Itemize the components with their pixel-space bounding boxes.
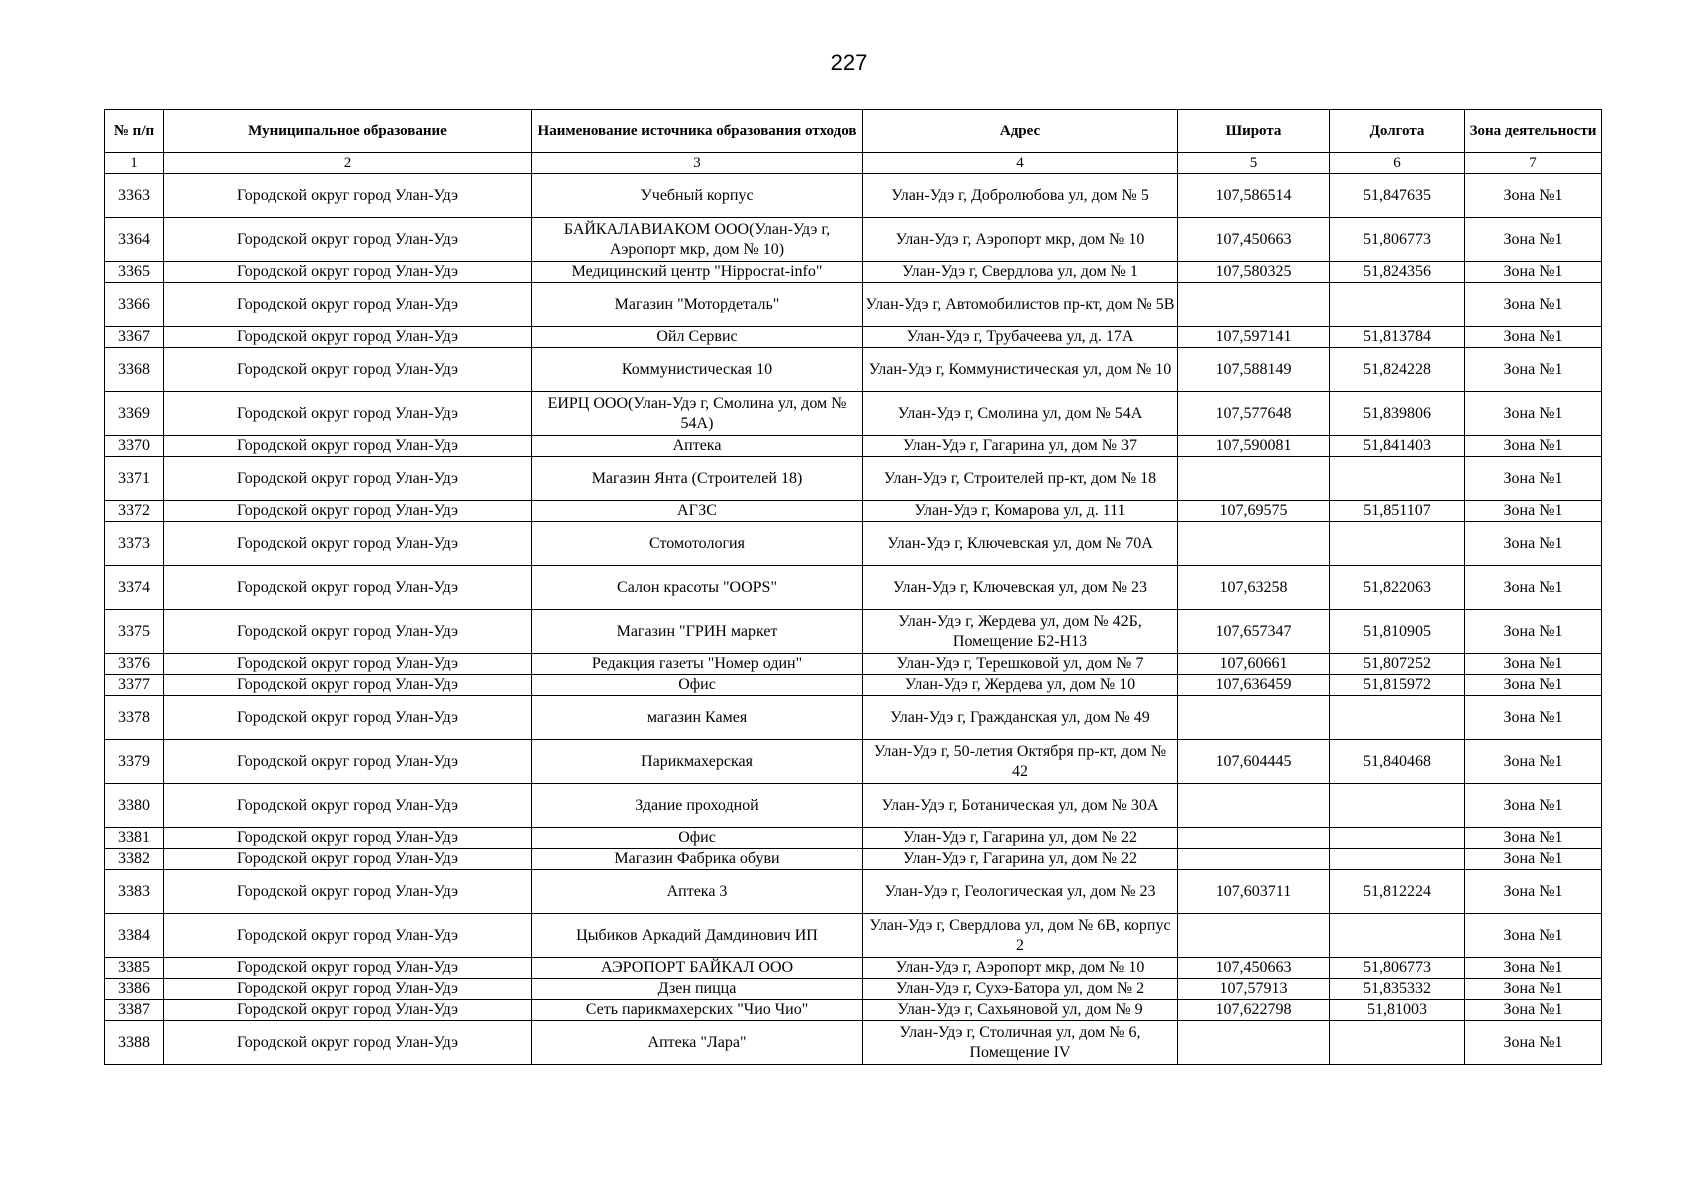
- cell-longitude: [1330, 283, 1465, 327]
- cell-number: 3369: [105, 392, 164, 436]
- cell-zone: Зона №1: [1465, 457, 1602, 501]
- cell-number: 3386: [105, 979, 164, 1000]
- cell-zone: Зона №1: [1465, 914, 1602, 958]
- cell-longitude: [1330, 784, 1465, 828]
- cell-number: 3384: [105, 914, 164, 958]
- cell-municipality: Городской округ город Улан-Удэ: [164, 1000, 532, 1021]
- cell-number: 3370: [105, 436, 164, 457]
- cell-longitude: 51,806773: [1330, 218, 1465, 262]
- cell-latitude: [1178, 1021, 1330, 1065]
- cell-zone: Зона №1: [1465, 828, 1602, 849]
- header-zone: Зона деятельности: [1465, 110, 1602, 153]
- cell-latitude: [1178, 522, 1330, 566]
- cell-address: Улан-Удэ г, Коммунистическая ул, дом № 10: [863, 348, 1178, 392]
- cell-municipality: Городской округ город Улан-Удэ: [164, 784, 532, 828]
- cell-address: Улан-Удэ г, Жердева ул, дом № 10: [863, 675, 1178, 696]
- cell-number: 3380: [105, 784, 164, 828]
- cell-source-name: Сеть парикмахерских "Чио Чио": [532, 1000, 863, 1021]
- cell-latitude: 107,622798: [1178, 1000, 1330, 1021]
- cell-latitude: 107,450663: [1178, 218, 1330, 262]
- table-row: [105, 784, 1602, 828]
- cell-longitude: [1330, 696, 1465, 740]
- cell-municipality: Городской округ город Улан-Удэ: [164, 174, 532, 218]
- cell-longitude: 51,81003: [1330, 1000, 1465, 1021]
- table-row: [105, 327, 1602, 348]
- cell-address: Улан-Удэ г, Строителей пр-кт, дом № 18: [863, 457, 1178, 501]
- cell-address: Улан-Удэ г, Ключевская ул, дом № 70А: [863, 522, 1178, 566]
- cell-source-name: Магазин "ГРИН маркет: [532, 610, 863, 654]
- cell-longitude: 51,822063: [1330, 566, 1465, 610]
- cell-longitude: 51,812224: [1330, 870, 1465, 914]
- cell-longitude: [1330, 914, 1465, 958]
- cell-municipality: Городской округ город Улан-Удэ: [164, 436, 532, 457]
- cell-number: 3375: [105, 610, 164, 654]
- table-row: [105, 436, 1602, 457]
- cell-municipality: Городской округ город Улан-Удэ: [164, 392, 532, 436]
- cell-address: Улан-Удэ г, Гагарина ул, дом № 22: [863, 828, 1178, 849]
- cell-municipality: Городской округ город Улан-Удэ: [164, 675, 532, 696]
- cell-number: 3366: [105, 283, 164, 327]
- cell-source-name: Офис: [532, 828, 863, 849]
- table-row: [105, 566, 1602, 610]
- cell-longitude: [1330, 1021, 1465, 1065]
- cell-latitude: 107,603711: [1178, 870, 1330, 914]
- cell-source-name: Учебный корпус: [532, 174, 863, 218]
- cell-latitude: [1178, 784, 1330, 828]
- cell-address: Улан-Удэ г, Добролюбова ул, дом № 5: [863, 174, 1178, 218]
- cell-longitude: 51,813784: [1330, 327, 1465, 348]
- cell-address: Улан-Удэ г, Трубачеева ул, д. 17А: [863, 327, 1178, 348]
- cell-longitude: 51,847635: [1330, 174, 1465, 218]
- cell-zone: Зона №1: [1465, 566, 1602, 610]
- cell-latitude: 107,450663: [1178, 958, 1330, 979]
- cell-number: 3374: [105, 566, 164, 610]
- table-row: [105, 392, 1602, 436]
- cell-latitude: [1178, 457, 1330, 501]
- cell-source-name: Парикмахерская: [532, 740, 863, 784]
- cell-number: 3379: [105, 740, 164, 784]
- cell-longitude: 51,824356: [1330, 262, 1465, 283]
- cell-source-name: Здание проходной: [532, 784, 863, 828]
- cell-latitude: 107,657347: [1178, 610, 1330, 654]
- cell-source-name: Стомотология: [532, 522, 863, 566]
- cell-municipality: Городской округ город Улан-Удэ: [164, 348, 532, 392]
- cell-number: 3385: [105, 958, 164, 979]
- cell-source-name: магазин Камея: [532, 696, 863, 740]
- cell-address: Улан-Удэ г, Свердлова ул, дом № 1: [863, 262, 1178, 283]
- column-number: 2: [164, 153, 532, 174]
- table-row: [105, 958, 1602, 979]
- cell-source-name: Коммунистическая 10: [532, 348, 863, 392]
- table-row: [105, 610, 1602, 654]
- cell-municipality: Городской округ город Улан-Удэ: [164, 501, 532, 522]
- cell-source-name: Офис: [532, 675, 863, 696]
- cell-longitude: [1330, 457, 1465, 501]
- cell-latitude: [1178, 828, 1330, 849]
- table-row: [105, 740, 1602, 784]
- cell-zone: Зона №1: [1465, 348, 1602, 392]
- header-address: Адрес: [863, 110, 1178, 153]
- cell-longitude: 51,851107: [1330, 501, 1465, 522]
- cell-source-name: Магазин Фабрика обуви: [532, 849, 863, 870]
- cell-municipality: Городской округ город Улан-Удэ: [164, 327, 532, 348]
- table-header-row: [105, 110, 1602, 153]
- cell-municipality: Городской округ город Улан-Удэ: [164, 828, 532, 849]
- cell-zone: Зона №1: [1465, 979, 1602, 1000]
- cell-longitude: 51,835332: [1330, 979, 1465, 1000]
- cell-address: Улан-Удэ г, Жердева ул, дом № 42Б, Помещение Б2-Н13: [863, 610, 1178, 654]
- table-row: [105, 828, 1602, 849]
- cell-longitude: 51,824228: [1330, 348, 1465, 392]
- cell-address: Улан-Удэ г, Гражданская ул, дом № 49: [863, 696, 1178, 740]
- cell-longitude: 51,840468: [1330, 740, 1465, 784]
- cell-latitude: 107,597141: [1178, 327, 1330, 348]
- cell-latitude: [1178, 696, 1330, 740]
- cell-zone: Зона №1: [1465, 870, 1602, 914]
- cell-address: Улан-Удэ г, Комарова ул, д. 111: [863, 501, 1178, 522]
- cell-address: Улан-Удэ г, Сахьяновой ул, дом № 9: [863, 1000, 1178, 1021]
- cell-source-name: Ойл Сервис: [532, 327, 863, 348]
- cell-latitude: [1178, 914, 1330, 958]
- cell-address: Улан-Удэ г, Ботаническая ул, дом № 30А: [863, 784, 1178, 828]
- cell-municipality: Городской округ город Улан-Удэ: [164, 914, 532, 958]
- cell-number: 3371: [105, 457, 164, 501]
- cell-source-name: АГЗС: [532, 501, 863, 522]
- column-number: 6: [1330, 153, 1465, 174]
- cell-number: 3365: [105, 262, 164, 283]
- table-row: [105, 849, 1602, 870]
- cell-zone: Зона №1: [1465, 784, 1602, 828]
- cell-address: Улан-Удэ г, Терешковой ул, дом № 7: [863, 654, 1178, 675]
- waste-sources-table: [104, 109, 1602, 1065]
- cell-latitude: 107,590081: [1178, 436, 1330, 457]
- cell-municipality: Городской округ город Улан-Удэ: [164, 522, 532, 566]
- cell-zone: Зона №1: [1465, 522, 1602, 566]
- cell-source-name: БАЙКАЛАВИАКОМ ООО(Улан-Удэ г, Аэропорт мкр, дом № 10): [532, 218, 863, 262]
- cell-zone: Зона №1: [1465, 696, 1602, 740]
- cell-zone: Зона №1: [1465, 1000, 1602, 1021]
- table-row: [105, 654, 1602, 675]
- column-number: 5: [1178, 153, 1330, 174]
- table-row: [105, 696, 1602, 740]
- cell-number: 3388: [105, 1021, 164, 1065]
- cell-municipality: Городской округ город Улан-Удэ: [164, 870, 532, 914]
- cell-address: Улан-Удэ г, Ключевская ул, дом № 23: [863, 566, 1178, 610]
- cell-latitude: 107,69575: [1178, 501, 1330, 522]
- table-row: [105, 283, 1602, 327]
- cell-zone: Зона №1: [1465, 327, 1602, 348]
- table-row: [105, 501, 1602, 522]
- cell-number: 3377: [105, 675, 164, 696]
- cell-longitude: 51,807252: [1330, 654, 1465, 675]
- cell-number: 3367: [105, 327, 164, 348]
- cell-number: 3387: [105, 1000, 164, 1021]
- cell-zone: Зона №1: [1465, 436, 1602, 457]
- table-row: [105, 457, 1602, 501]
- cell-longitude: [1330, 828, 1465, 849]
- cell-municipality: Городской округ город Улан-Удэ: [164, 566, 532, 610]
- cell-source-name: Цыбиков Аркадий Дамдинович ИП: [532, 914, 863, 958]
- column-number: 3: [532, 153, 863, 174]
- cell-latitude: 107,57913: [1178, 979, 1330, 1000]
- table-row: [105, 979, 1602, 1000]
- cell-number: 3381: [105, 828, 164, 849]
- cell-address: Улан-Удэ г, Гагарина ул, дом № 22: [863, 849, 1178, 870]
- cell-zone: Зона №1: [1465, 958, 1602, 979]
- cell-longitude: 51,815972: [1330, 675, 1465, 696]
- cell-number: 3372: [105, 501, 164, 522]
- header-source-name: Наименование источника образования отходов: [532, 110, 863, 153]
- cell-number: 3376: [105, 654, 164, 675]
- cell-source-name: Магазин "Мотордеталь": [532, 283, 863, 327]
- table-row: [105, 262, 1602, 283]
- header-latitude: Широта: [1178, 110, 1330, 153]
- cell-latitude: 107,63258: [1178, 566, 1330, 610]
- cell-address: Улан-Удэ г, Столичная ул, дом № 6, Помещение IV: [863, 1021, 1178, 1065]
- cell-longitude: 51,839806: [1330, 392, 1465, 436]
- cell-zone: Зона №1: [1465, 675, 1602, 696]
- cell-zone: Зона №1: [1465, 174, 1602, 218]
- cell-zone: Зона №1: [1465, 283, 1602, 327]
- cell-number: 3383: [105, 870, 164, 914]
- cell-latitude: 107,588149: [1178, 348, 1330, 392]
- table-row: [105, 870, 1602, 914]
- cell-municipality: Городской округ город Улан-Удэ: [164, 958, 532, 979]
- cell-municipality: Городской округ город Улан-Удэ: [164, 457, 532, 501]
- table-row: [105, 218, 1602, 262]
- column-number: 4: [863, 153, 1178, 174]
- cell-number: 3382: [105, 849, 164, 870]
- cell-address: Улан-Удэ г, Гагарина ул, дом № 37: [863, 436, 1178, 457]
- cell-zone: Зона №1: [1465, 654, 1602, 675]
- table-row: [105, 522, 1602, 566]
- cell-address: Улан-Удэ г, 50-летия Октября пр-кт, дом № 42: [863, 740, 1178, 784]
- cell-municipality: Городской округ город Улан-Удэ: [164, 218, 532, 262]
- cell-longitude: [1330, 522, 1465, 566]
- cell-source-name: Медицинский центр "Hippocrat-info": [532, 262, 863, 283]
- table-row: [105, 675, 1602, 696]
- cell-zone: Зона №1: [1465, 610, 1602, 654]
- cell-municipality: Городской округ город Улан-Удэ: [164, 283, 532, 327]
- cell-source-name: Дзен пицца: [532, 979, 863, 1000]
- cell-address: Улан-Удэ г, Смолина ул, дом № 54А: [863, 392, 1178, 436]
- page-number: 227: [830, 50, 868, 75]
- cell-number: 3368: [105, 348, 164, 392]
- cell-latitude: 107,636459: [1178, 675, 1330, 696]
- cell-longitude: [1330, 849, 1465, 870]
- cell-latitude: [1178, 283, 1330, 327]
- table-row: [105, 174, 1602, 218]
- cell-municipality: Городской округ город Улан-Удэ: [164, 979, 532, 1000]
- table-row: [105, 1021, 1602, 1065]
- cell-address: Улан-Удэ г, Аэропорт мкр, дом № 10: [863, 218, 1178, 262]
- table-row: [105, 348, 1602, 392]
- cell-source-name: Аптека 3: [532, 870, 863, 914]
- cell-zone: Зона №1: [1465, 218, 1602, 262]
- cell-source-name: АЭРОПОРТ БАЙКАЛ ООО: [532, 958, 863, 979]
- table-row: [105, 1000, 1602, 1021]
- cell-number: 3378: [105, 696, 164, 740]
- cell-address: Улан-Удэ г, Аэропорт мкр, дом № 10: [863, 958, 1178, 979]
- cell-source-name: Редакция газеты "Номер один": [532, 654, 863, 675]
- header-municipality: Муниципальное образование: [164, 110, 532, 153]
- cell-latitude: 107,604445: [1178, 740, 1330, 784]
- cell-longitude: 51,806773: [1330, 958, 1465, 979]
- cell-municipality: Городской округ город Улан-Удэ: [164, 1021, 532, 1065]
- header-longitude: Долгота: [1330, 110, 1465, 153]
- cell-number: 3363: [105, 174, 164, 218]
- cell-municipality: Городской округ город Улан-Удэ: [164, 849, 532, 870]
- cell-source-name: Магазин Янта (Строителей 18): [532, 457, 863, 501]
- cell-zone: Зона №1: [1465, 849, 1602, 870]
- column-number: 7: [1465, 153, 1602, 174]
- cell-latitude: 107,580325: [1178, 262, 1330, 283]
- column-number: 1: [105, 153, 164, 174]
- cell-zone: Зона №1: [1465, 740, 1602, 784]
- cell-municipality: Городской округ город Улан-Удэ: [164, 610, 532, 654]
- cell-municipality: Городской округ город Улан-Удэ: [164, 654, 532, 675]
- cell-zone: Зона №1: [1465, 262, 1602, 283]
- cell-source-name: ЕИРЦ ООО(Улан-Удэ г, Смолина ул, дом № 54А): [532, 392, 863, 436]
- header-number: № п/п: [105, 110, 164, 153]
- cell-municipality: Городской округ город Улан-Удэ: [164, 740, 532, 784]
- cell-longitude: 51,841403: [1330, 436, 1465, 457]
- cell-address: Улан-Удэ г, Свердлова ул, дом № 6В, корпус 2: [863, 914, 1178, 958]
- cell-source-name: Салон красоты "OOPS": [532, 566, 863, 610]
- cell-address: Улан-Удэ г, Сухэ-Батора ул, дом № 2: [863, 979, 1178, 1000]
- cell-number: 3364: [105, 218, 164, 262]
- cell-source-name: Аптека "Лара": [532, 1021, 863, 1065]
- cell-zone: Зона №1: [1465, 501, 1602, 522]
- cell-address: Улан-Удэ г, Автомобилистов пр-кт, дом № 5В: [863, 283, 1178, 327]
- cell-zone: Зона №1: [1465, 392, 1602, 436]
- cell-latitude: 107,586514: [1178, 174, 1330, 218]
- column-number-row: [105, 153, 1602, 174]
- cell-latitude: [1178, 849, 1330, 870]
- cell-source-name: Аптека: [532, 436, 863, 457]
- table-body: [105, 174, 1602, 1065]
- cell-municipality: Городской округ город Улан-Удэ: [164, 696, 532, 740]
- cell-zone: Зона №1: [1465, 1021, 1602, 1065]
- cell-longitude: 51,810905: [1330, 610, 1465, 654]
- cell-latitude: 107,60661: [1178, 654, 1330, 675]
- table-row: [105, 914, 1602, 958]
- cell-address: Улан-Удэ г, Геологическая ул, дом № 23: [863, 870, 1178, 914]
- cell-latitude: 107,577648: [1178, 392, 1330, 436]
- cell-municipality: Городской округ город Улан-Удэ: [164, 262, 532, 283]
- cell-number: 3373: [105, 522, 164, 566]
